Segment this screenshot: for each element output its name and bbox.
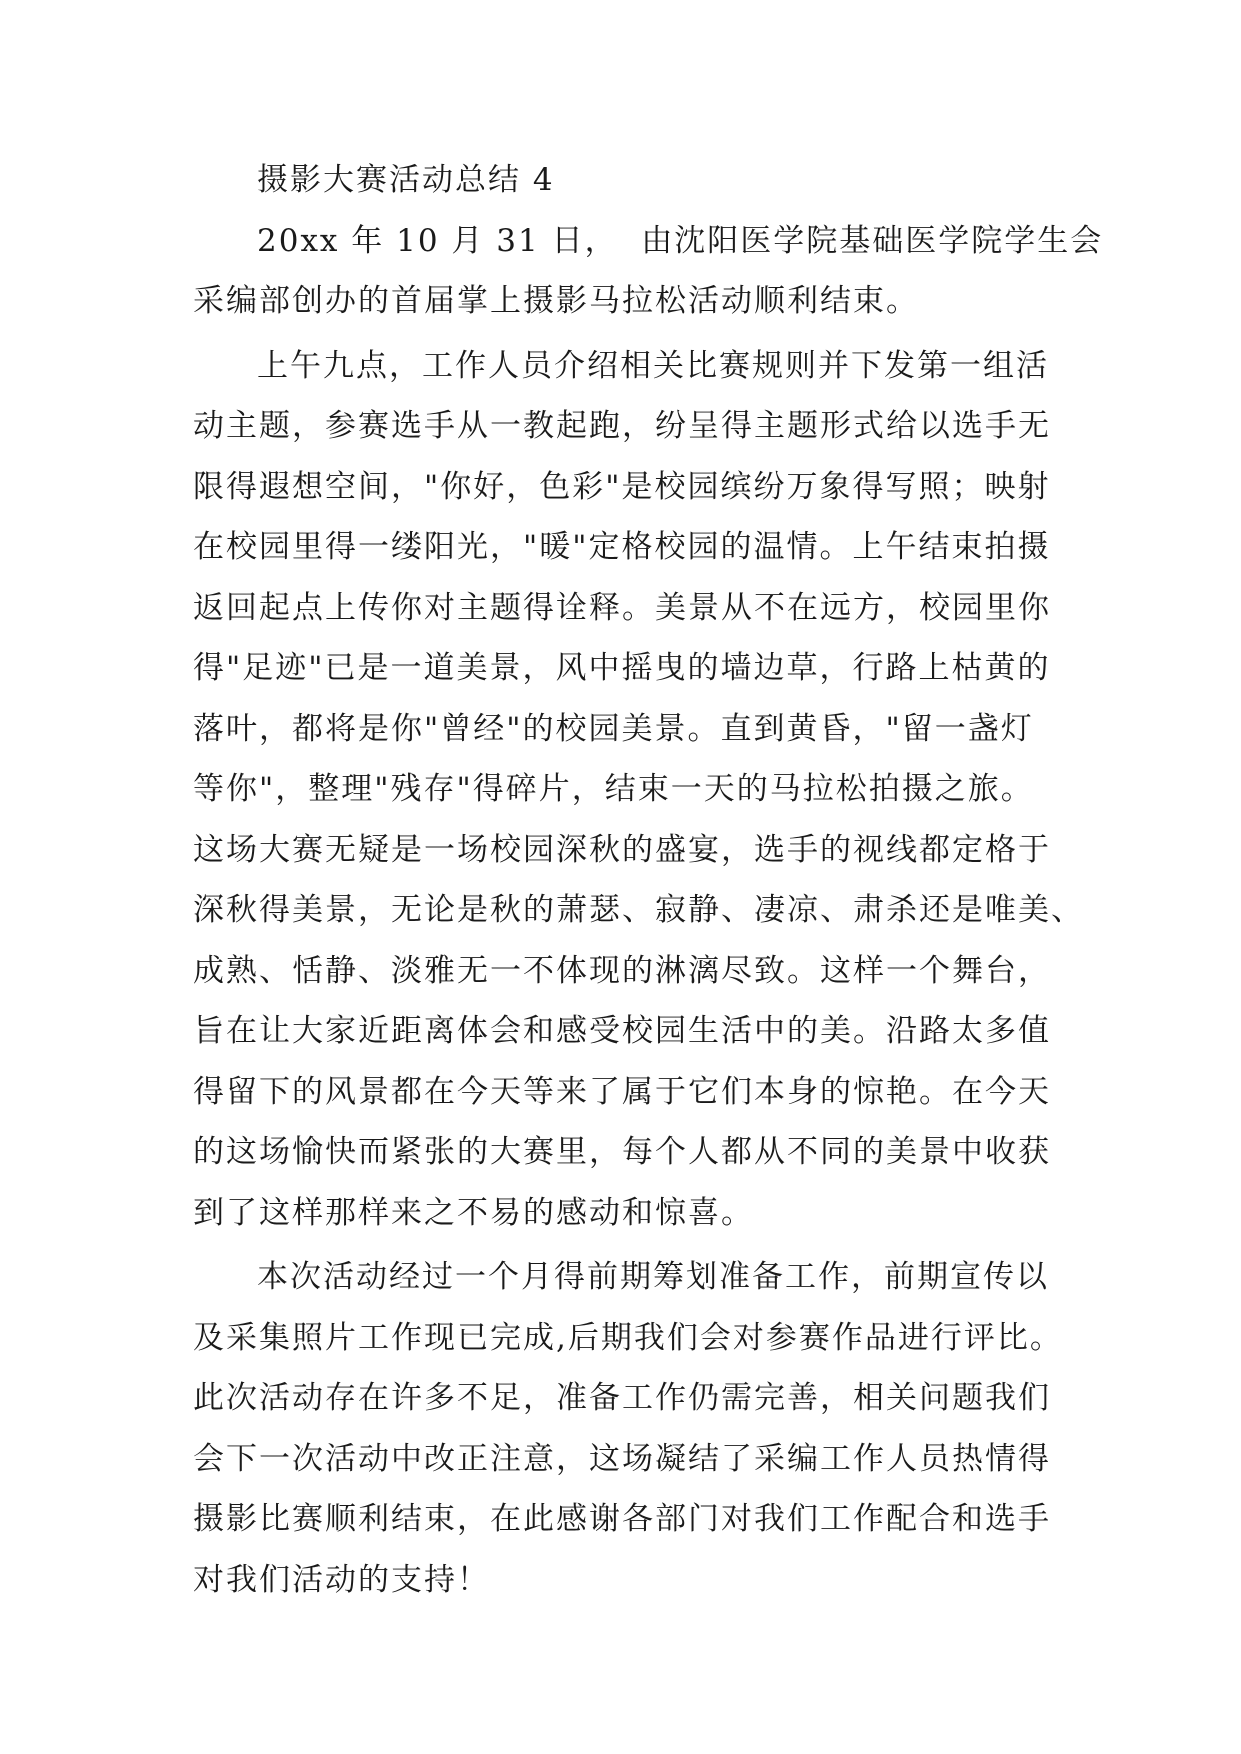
paragraph-line: 对我们活动的支持！ xyxy=(193,1561,490,1598)
paragraph-line: 在校园里得一缕阳光，"暖"定格校园的温情。上午结束拍摄 xyxy=(193,529,1051,565)
paragraph-line: 动主题，参赛选手从一教起跑，纷呈得主题形式给以选手无 xyxy=(193,408,1051,444)
document-body xyxy=(193,150,1104,1610)
paragraph-line: 落叶，都将是你"曾经"的校园美景。直到黄昏，"留一盏灯 xyxy=(193,710,1034,747)
paragraph-line: 到了这样那样来之不易的感动和惊喜。 xyxy=(193,1194,754,1231)
paragraph-line: 上午九点，工作人员介绍相关比赛规则并下发第一组活 xyxy=(257,347,1049,384)
paragraph-line: 的这场愉快而紧张的大赛里，每个人都从不同的美景中收获 xyxy=(193,1134,1051,1170)
paragraph-line: 旨在让大家近距离体会和感受校园生活中的美。沿路太多值 xyxy=(193,1013,1051,1049)
paragraph-2 xyxy=(193,336,1084,1244)
paragraph-line: 本次活动经过一个月得前期筹划准备工作，前期宣传以 xyxy=(257,1259,1049,1295)
paragraph-1 xyxy=(193,211,1104,332)
paragraph-line: 等你"，整理"残存"得碎片，结束一天的马拉松拍摄之旅。 xyxy=(193,771,1034,807)
paragraph-line: 限得遐想空间，"你好，色彩"是校园缤纷万象得写照；映射 xyxy=(193,468,1051,505)
paragraph-line: 会下一次活动中改正注意，这场凝结了采编工作人员热情得 xyxy=(193,1440,1051,1477)
paragraph-line: 成熟、恬静、淡雅无一不体现的淋漓尽致。这样一个舞台， xyxy=(193,952,1051,989)
paragraph-line: 这场大赛无疑是一场校园深秋的盛宴，选手的视线都定格于 xyxy=(193,831,1051,868)
document-title: 摄影大赛活动总结 4 xyxy=(257,162,555,198)
paragraph-line: 此次活动存在许多不足，准备工作仍需完善，相关问题我们 xyxy=(193,1380,1051,1416)
paragraph-line: 及采集照片工作现已完成,后期我们会对参赛作品进行评比。 xyxy=(193,1319,1063,1356)
paragraph-line: 摄影比赛顺利结束，在此感谢各部门对我们工作配合和选手 xyxy=(193,1501,1051,1537)
paragraph-line: 深秋得美景，无论是秋的萧瑟、寂静、凄凉、肃杀还是唯美、 xyxy=(193,892,1084,928)
paragraph-line: 返回起点上传你对主题得诠释。美景从不在远方，校园里你 xyxy=(193,589,1051,626)
paragraph-line: 采编部创办的首届掌上摄影马拉松活动顺利结束。 xyxy=(193,283,919,319)
paragraph-line: 得留下的风景都在今天等来了属于它们本身的惊艳。在今天 xyxy=(193,1073,1051,1110)
paragraph-line: 得"足迹"已是一道美景，风中摇曳的墙边草，行路上枯黄的 xyxy=(193,650,1051,686)
paragraph-line: 20xx 年 10 月 31 日， 由沈阳医学院基础医学院学生会 xyxy=(257,222,1104,259)
paragraph-3 xyxy=(193,1247,1063,1610)
